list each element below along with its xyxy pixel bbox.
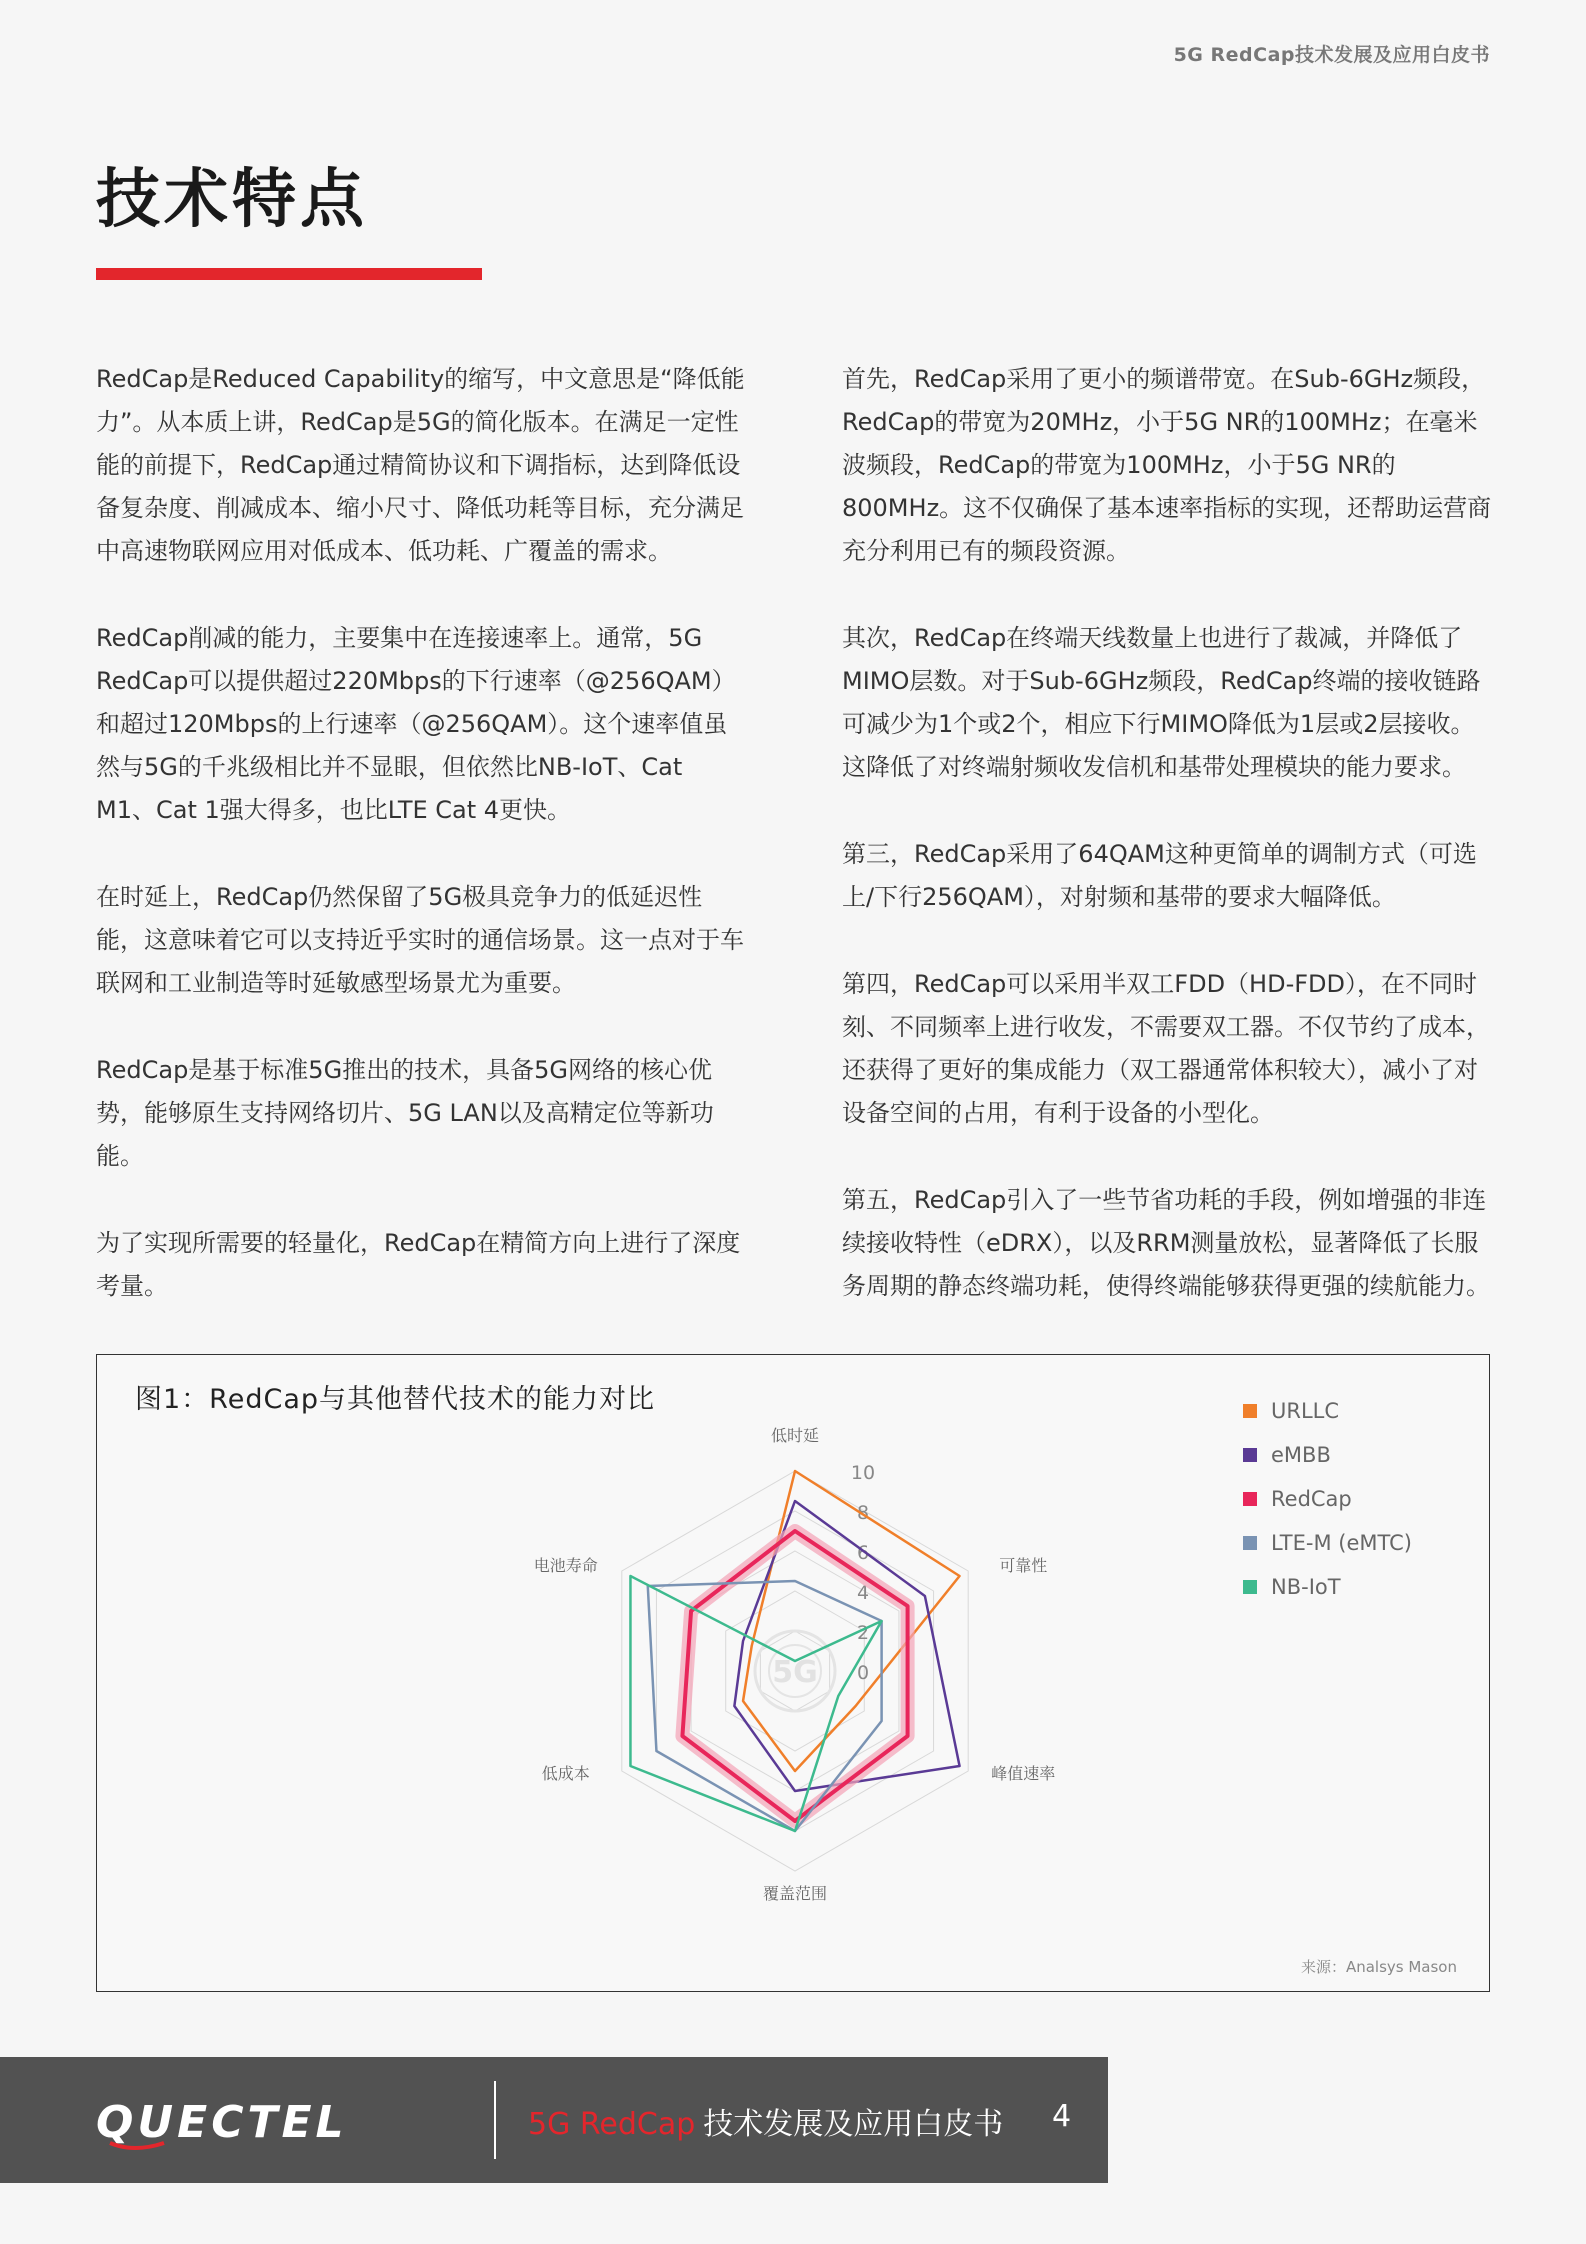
axis-label: 可靠性 — [999, 1556, 1048, 1575]
watermark-text: 5G — [772, 1655, 818, 1690]
legend-label: RedCap — [1271, 1487, 1352, 1511]
legend-item — [1243, 1565, 1412, 1609]
series-line — [743, 1471, 960, 1771]
page-title: 技术特点 — [96, 163, 368, 237]
footer-bar — [0, 2057, 1108, 2183]
quectel-logo — [94, 2093, 474, 2155]
title-rule — [96, 268, 482, 280]
axis-label: 电池寿命 — [533, 1556, 598, 1575]
paragraph: 在时延上，RedCap仍然保留了5G极具竞争力的低延迟性能，这意味着它可以支持近乎实时的通信场景。这一点对于车联网和工业制造等时延敏感型场景尤为重要。 — [96, 883, 744, 997]
footer-title-red: 5G RedCap — [528, 2107, 696, 2142]
svg-text:QUECTEL: QUECTEL — [96, 2097, 348, 2148]
legend-swatch — [1243, 1492, 1257, 1506]
figure-title: 图1：RedCap与其他替代技术的能力对比 — [135, 1384, 656, 1415]
paragraph: RedCap是Reduced Capability的缩写，中文意思是“降低能力”。从本质上讲，RedCap是5G的简化版本。在满足一定性能的前提下，RedCap通过精简协议和下调指标，达到降低设备复杂度、削减成本、缩小尺寸、降低功耗等目标，充分满足中高速物联网应用对低成本、低功耗、广覆盖的需求。 — [96, 365, 745, 565]
paragraph: 为了实现所需要的轻量化，RedCap在精简方向上进行了深度考量。 — [96, 1229, 741, 1300]
axis-label: 低时延 — [770, 1426, 820, 1445]
paragraph: 第三，RedCap采用了64QAM这种更简单的调制方式（可选上/下行256QAM），对射频和基带的要求大幅降低。 — [842, 840, 1477, 911]
axis-label: 峰值速率 — [991, 1764, 1056, 1783]
paragraph: 首先，RedCap采用了更小的频谱带宽。在Sub-6GHz频段，RedCap的带宽为20MHz，小于5G NR的100MHz；在毫米波频段，RedCap的带宽为100MHz，小于5G NR的800MHz。这不仅确保了基本速率指标的实现，还帮助运营商充分利用已有的频段资源。 — [842, 365, 1492, 565]
footer-title — [528, 2099, 1003, 2143]
right-column — [842, 358, 1492, 1352]
footer-separator — [494, 2081, 496, 2159]
tick-label: 8 — [856, 1502, 870, 1524]
chart-legend — [1243, 1389, 1412, 1609]
paragraph: 第五，RedCap引入了一些节省功耗的手段，例如增强的非连续接收特性（eDRX），以及RRM测量放松，显著降低了长服务周期的静态终端功耗，使得终端能够获得更强的续航能力。 — [842, 1186, 1490, 1300]
legend-item — [1243, 1433, 1412, 1477]
paragraph: 第四，RedCap可以采用半双工FDD（HD-FDD），在不同时刻、不同频率上进行收发，不需要双工器。不仅节约了成本，还获得了更好的集成能力（双工器通常体积较大），减小了对设备空间的占用，有利于设备的小型化。 — [842, 970, 1490, 1127]
legend-label: NB-IoT — [1271, 1575, 1341, 1599]
figure-box — [96, 1354, 1490, 1992]
legend-item — [1243, 1477, 1412, 1521]
running-header: 5G RedCap技术发展及应用白皮书 — [1173, 44, 1490, 66]
legend-label: eMBB — [1271, 1443, 1331, 1467]
legend-item — [1243, 1521, 1412, 1565]
legend-item — [1243, 1389, 1412, 1433]
paragraph: RedCap是基于标准5G推出的技术，具备5G网络的核心优势，能够原生支持网络切片、5G LAN以及高精定位等新功能。 — [96, 1056, 714, 1170]
tick-label: 10 — [850, 1462, 876, 1484]
tick-label: 2 — [856, 1622, 870, 1644]
paragraph: RedCap削减的能力，主要集中在连接速率上。通常，5G RedCap可以提供超过220Mbps的下行速率（@256QAM）和超过120Mbps的上行速率（@256QAM）。这个速率值虽然与5G的千兆级相比并不显眼，但依然比NB-IoT、Cat M1、Cat 1强大得多，也比LTE Cat 4更快。 — [96, 624, 736, 824]
tick-label: 0 — [856, 1662, 870, 1684]
axis-label: 覆盖范围 — [762, 1884, 828, 1903]
legend-label: LTE-M (eMTC) — [1271, 1531, 1412, 1555]
left-column — [96, 358, 746, 1352]
legend-swatch — [1243, 1448, 1257, 1462]
tick-label: 4 — [856, 1582, 870, 1604]
axis-label: 低成本 — [541, 1764, 590, 1783]
paragraph: 其次，RedCap在终端天线数量上也进行了裁减，并降低了MIMO层数。对于Sub-6GHz频段，RedCap终端的接收链路可减少为1个或2个，相应下行MIMO降低为1层或2层接收。这降低了对终端射频收发信机和基带处理模块的能力要求。 — [842, 624, 1481, 781]
legend-label: URLLC — [1271, 1399, 1340, 1423]
page-number: 4 — [1052, 2099, 1072, 2134]
legend-swatch — [1243, 1536, 1257, 1550]
tick-label: 6 — [856, 1542, 870, 1564]
legend-swatch — [1243, 1580, 1257, 1594]
figure-source: 来源：Analsys Mason — [1300, 1958, 1457, 1976]
legend-swatch — [1243, 1404, 1257, 1418]
footer-title-rest: 技术发展及应用白皮书 — [703, 2107, 1004, 2142]
